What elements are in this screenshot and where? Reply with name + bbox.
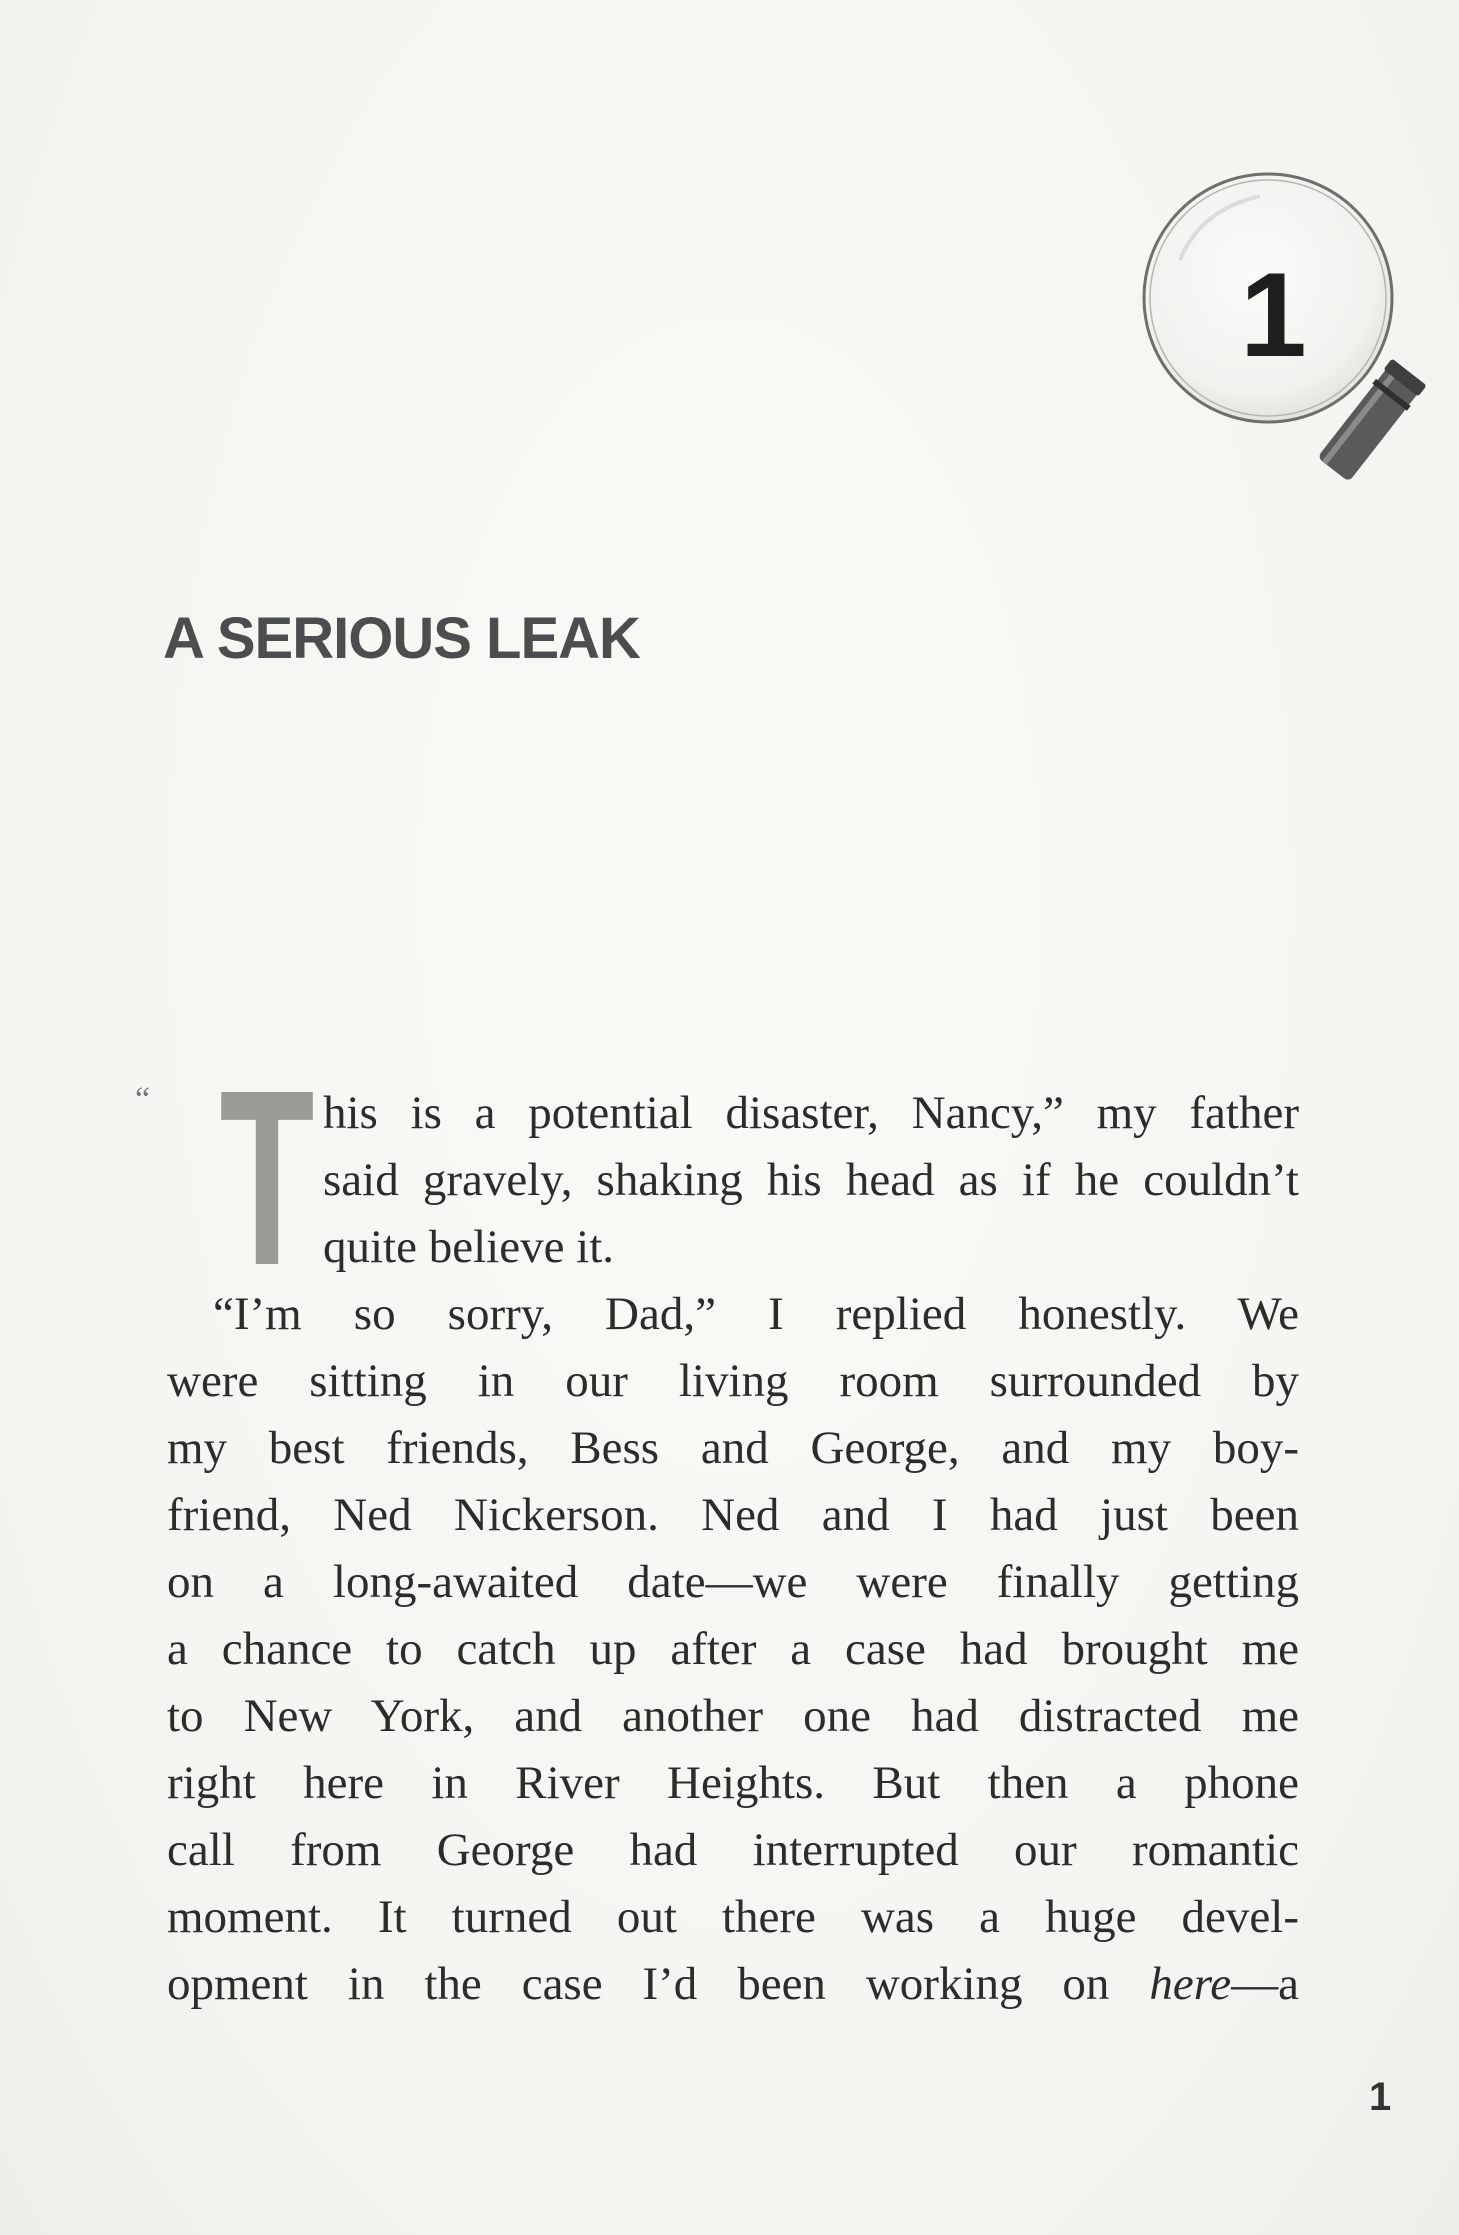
svg-text:T: T xyxy=(219,1038,315,1317)
text-line: opment in the case I’d been working on here—a xyxy=(167,1958,1299,2010)
text-line: moment. It turned out there was a huge devel- xyxy=(167,1891,1299,1943)
text-line: my best friends, Bess and George, and my boy- xyxy=(167,1422,1299,1474)
text-line: to New York, and another one had distracted me xyxy=(167,1690,1299,1742)
chapter-number: 1 xyxy=(1240,248,1307,382)
text-line: quite believe it. xyxy=(323,1221,615,1273)
text-line: “I’m so sorry, Dad,” I replied honestly. We xyxy=(213,1288,1299,1340)
text-line: right here in River Heights. But then a phone xyxy=(167,1757,1299,1809)
text-line: a chance to catch up after a case had brought me xyxy=(167,1623,1299,1675)
dropcap-letter xyxy=(219,1038,315,1317)
text-line: said gravely, shaking his head as if he couldn’t xyxy=(323,1154,1299,1206)
text-line: his is a potential disaster, Nancy,” my father xyxy=(323,1087,1299,1139)
text-line: friend, Ned Nickerson. Ned and I had just been xyxy=(167,1489,1299,1541)
opening-quote-mark: “ xyxy=(135,1081,151,1118)
chapter-title: A SERIOUS LEAK xyxy=(163,606,640,671)
italic-word: here xyxy=(1149,1958,1232,2010)
second-paragraph xyxy=(167,1281,1299,2018)
page-number: 1 xyxy=(1369,2075,1392,2119)
chapter-body xyxy=(135,1038,1299,2018)
text-line: call from George had interrupted our romantic xyxy=(167,1824,1299,1876)
text-line: were sitting in our living room surrounded by xyxy=(167,1355,1299,1407)
text-line: on a long-awaited date—we were finally getting xyxy=(167,1556,1299,1608)
